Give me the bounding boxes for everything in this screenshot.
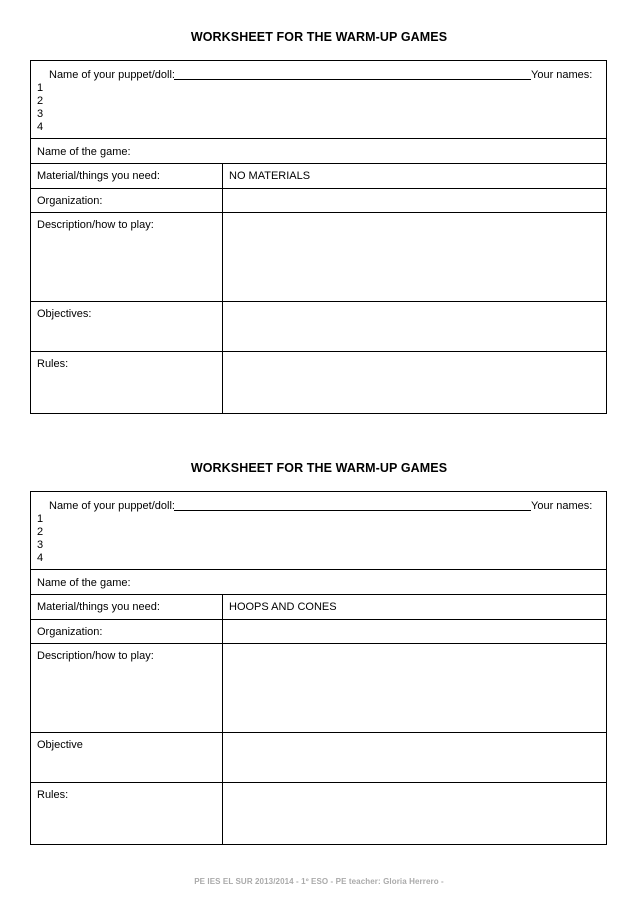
puppet-name-line[interactable]	[174, 79, 531, 80]
name-number-2: 2	[37, 526, 44, 538]
material-row	[31, 594, 606, 619]
puppet-name-label: Name of your puppet/doll:	[49, 69, 175, 81]
material-label: Material/things you need:	[37, 601, 160, 613]
name-number-3: 3	[37, 108, 44, 120]
material-value: NO MATERIALS	[229, 170, 311, 182]
worksheet-title: WORKSHEET FOR THE WARM-UP GAMES	[190, 30, 448, 44]
names-section	[31, 492, 606, 569]
game-name-label: Name of the game:	[37, 577, 131, 589]
puppet-name-line[interactable]	[174, 510, 531, 511]
rules-row	[31, 782, 606, 845]
worksheet-title: WORKSHEET FOR THE WARM-UP GAMES	[190, 461, 448, 475]
objectives-label: Objective	[37, 739, 83, 751]
worksheet-1	[30, 60, 607, 414]
objectives-row	[31, 732, 606, 782]
page-footer: PE IES EL SUR 2013/2014 - 1º ESO - PE teacher: Gloria Herrero -	[194, 877, 444, 886]
names-section	[31, 61, 606, 138]
rules-row	[31, 351, 606, 414]
name-number-1: 1	[37, 82, 44, 94]
objectives-row	[31, 301, 606, 351]
description-row	[31, 643, 606, 732]
organization-label: Organization:	[37, 626, 103, 638]
name-number-2: 2	[37, 95, 44, 107]
organization-label: Organization:	[37, 195, 103, 207]
puppet-name-label: Name of your puppet/doll:	[49, 500, 175, 512]
rules-label: Rules:	[37, 789, 69, 801]
description-row	[31, 212, 606, 301]
material-row	[31, 163, 606, 188]
description-label: Description/how to play:	[37, 219, 154, 231]
game-name-row	[31, 569, 606, 594]
name-number-3: 3	[37, 539, 44, 551]
objectives-label: Objectives:	[37, 308, 92, 320]
game-name-label: Name of the game:	[37, 146, 131, 158]
rules-label: Rules:	[37, 358, 69, 370]
worksheet-2	[30, 491, 607, 845]
game-name-row	[31, 138, 606, 163]
your-names-label: Your names:	[531, 500, 593, 512]
name-number-4: 4	[37, 121, 44, 133]
organization-row	[31, 619, 606, 643]
name-number-4: 4	[37, 552, 44, 564]
your-names-label: Your names:	[531, 69, 593, 81]
organization-row	[31, 188, 606, 212]
material-value: HOOPS AND CONES	[229, 601, 337, 613]
material-label: Material/things you need:	[37, 170, 160, 182]
name-number-1: 1	[37, 513, 44, 525]
description-label: Description/how to play:	[37, 650, 154, 662]
